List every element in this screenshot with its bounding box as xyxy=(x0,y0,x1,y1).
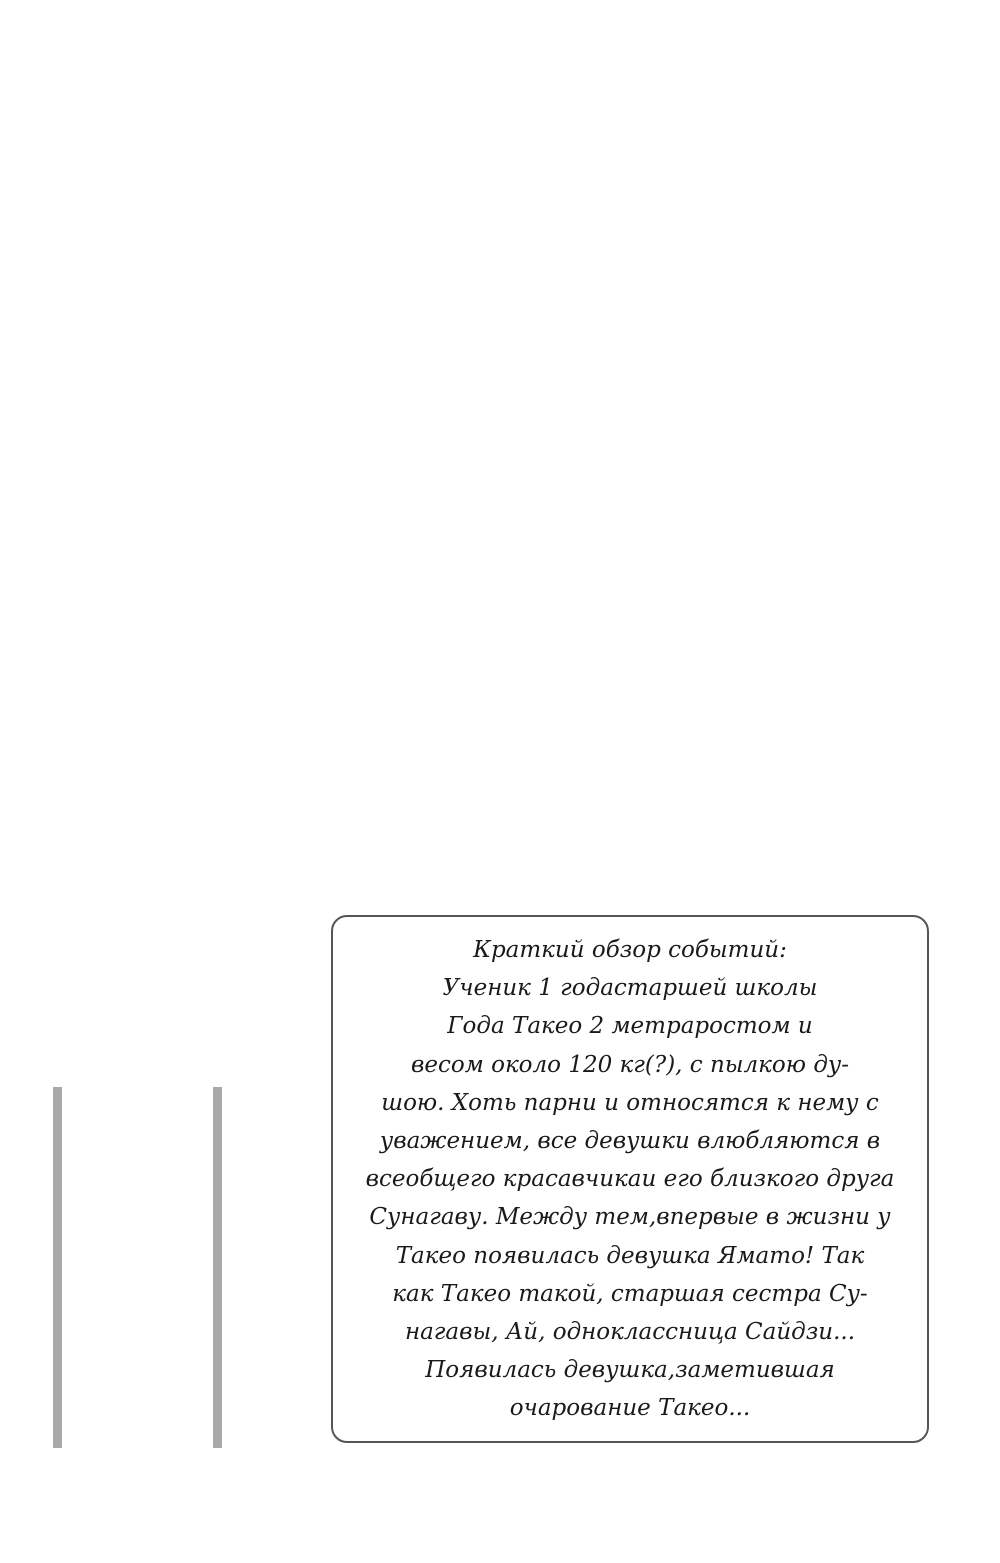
summary-line: очарование Такео... xyxy=(509,1395,751,1422)
summary-line: весом около 120 кг(?), с пылкою ду- xyxy=(410,1051,850,1078)
summary-line: нагавы, Ай, одноклассница Сайдзи... xyxy=(404,1319,856,1346)
summary-heading: Краткий обзор событий: xyxy=(473,937,787,963)
left-gray-bar xyxy=(53,1087,62,1448)
summary-line: как Такео такой, старшая сестра Су- xyxy=(392,1280,868,1307)
summary-text xyxy=(333,931,927,1428)
summary-line: Ученик 1 годастаршей школы xyxy=(442,975,818,1002)
summary-line: уважением, все девушки влюбляются в xyxy=(379,1128,881,1155)
summary-line: шою. Хоть парни и относятся к нему с xyxy=(381,1089,879,1116)
summary-line: всеобщего красавчикаи его близкого друга xyxy=(365,1166,895,1193)
summary-line: Года Такео 2 метраростом и xyxy=(447,1013,813,1040)
summary-box xyxy=(331,915,929,1443)
summary-line: Появилась девушка,заметившая xyxy=(425,1357,835,1384)
right-gray-bar xyxy=(213,1087,222,1448)
summary-line: Сунагаву. Между тем,впервые в жизни у xyxy=(369,1204,891,1231)
summary-line: Такео появилась девушка Ямато! Так xyxy=(395,1242,865,1269)
